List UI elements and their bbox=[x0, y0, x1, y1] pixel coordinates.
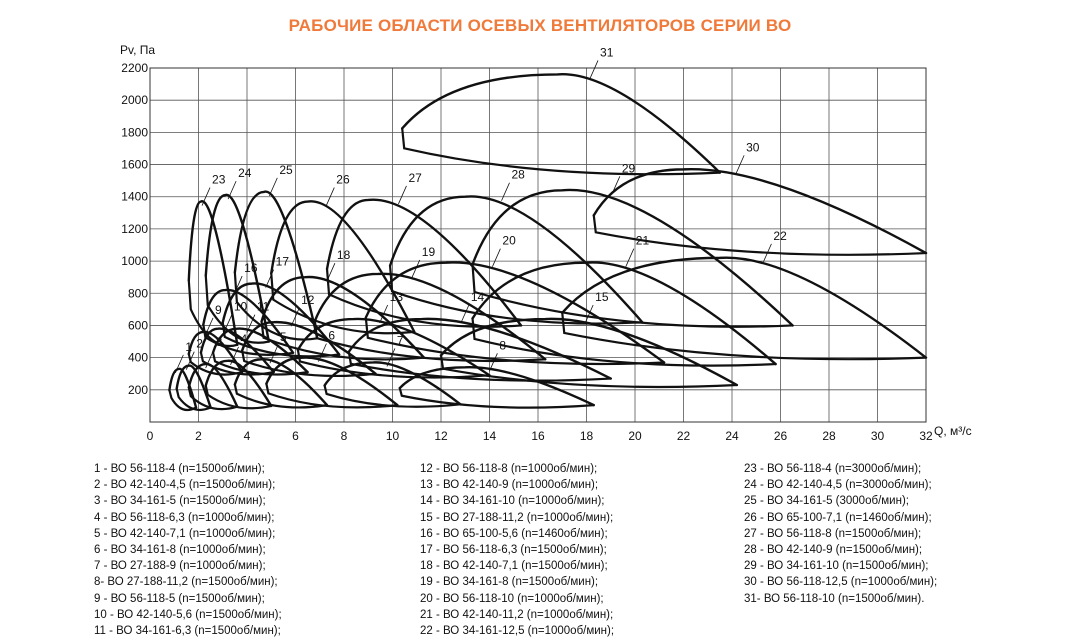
y-tick-label: 1200 bbox=[121, 221, 148, 236]
legend-entry: 31- ВО 56-118-10 (n=1500об/мин). bbox=[744, 592, 925, 605]
legend-entry: 30 - ВО 56-118-12,5 (n=1000об/мин); bbox=[744, 576, 938, 589]
grid bbox=[150, 68, 926, 422]
curve-leader-25 bbox=[269, 178, 277, 196]
curve-label-27: 27 bbox=[408, 170, 422, 185]
curves bbox=[169, 74, 926, 410]
legend-entry: 17 - ВО 56-118-6,3 (n=1500об/мин); bbox=[420, 543, 607, 556]
curve-leader-27 bbox=[398, 186, 406, 204]
curve-label-19: 19 bbox=[421, 244, 436, 259]
curve-label-31: 31 bbox=[600, 45, 614, 60]
curve-leader-20 bbox=[492, 249, 500, 267]
y-tick-label: 2000 bbox=[121, 93, 148, 108]
legend-entry: 29 - ВО 34-161-10 (n=1500об/мин); bbox=[744, 560, 929, 573]
curve-label-2: 2 bbox=[196, 336, 203, 351]
curve-label-26: 26 bbox=[336, 172, 350, 187]
curve-label-21: 21 bbox=[635, 233, 650, 248]
legend-entry: 19 - ВО 34-161-8 (n=1500об/мин); bbox=[420, 576, 599, 589]
y-tick-label: 600 bbox=[127, 318, 148, 333]
legend-entry: 22 - ВО 34-161-12,5 (n=1000об/мин); bbox=[420, 624, 615, 637]
y-tick-label: 800 bbox=[127, 286, 148, 301]
legend-entry: 23 - ВО 56-118-4 (n=3000об/мин); bbox=[744, 463, 922, 475]
x-tick-label: 18 bbox=[579, 429, 594, 443]
y-tick-label: 1800 bbox=[121, 125, 148, 140]
curve-leader-31 bbox=[590, 60, 598, 78]
legend-entry: 2 - ВО 42-140-4,5 (n=1500об/мин); bbox=[94, 479, 276, 492]
curve-label-9: 9 bbox=[215, 302, 222, 317]
legend-entry: 25 - ВО 34-161-5 (3000об/мин); bbox=[744, 495, 909, 508]
curve-label-13: 13 bbox=[389, 290, 404, 305]
curve-label-24: 24 bbox=[238, 166, 252, 181]
x-tick-label: 10 bbox=[385, 429, 400, 443]
y-tick-label: 2200 bbox=[121, 61, 148, 75]
curve-label-29: 29 bbox=[621, 161, 636, 176]
chart-title: РАБОЧИЕ ОБЛАСТИ ОСЕВЫХ ВЕНТИЛЯТОРОВ СЕРИИ ВО bbox=[288, 16, 792, 35]
curve-leader-28 bbox=[502, 183, 510, 201]
curve-label-17: 17 bbox=[275, 254, 290, 269]
y-tick-label: 1400 bbox=[121, 189, 148, 204]
curve-leader-21 bbox=[626, 249, 634, 267]
x-tick-label: 26 bbox=[773, 429, 788, 443]
legend-entry: 1 - ВО 56-118-4 (n=1500об/мин); bbox=[94, 463, 265, 475]
legend-column-3 bbox=[744, 461, 937, 607]
curve-31-bottom bbox=[402, 128, 720, 174]
x-tick-label: 24 bbox=[725, 429, 739, 443]
curve-label-12: 12 bbox=[301, 293, 315, 308]
legend-entry: 13 - ВО 42-140-9 (n=1000об/мин); bbox=[420, 479, 599, 492]
legend-entry: 20 - ВО 56-118-10 (n=1000об/мин); bbox=[420, 592, 604, 605]
x-tick-label: 16 bbox=[531, 429, 545, 443]
curve-23-top bbox=[189, 201, 238, 345]
curve-label-25: 25 bbox=[279, 162, 293, 177]
legend-entry: 18 - ВО 42-140-7,1 (n=1500об/мин); bbox=[420, 560, 608, 573]
legend-entry: 5 - ВО 42-140-7,1 (n=1000об/мин); bbox=[94, 527, 276, 540]
legend-column-1 bbox=[94, 461, 282, 639]
curve-leader-29 bbox=[612, 176, 620, 194]
curve-label-1: 1 bbox=[185, 339, 193, 354]
legend-entry: 26 - ВО 65-100-7,1 (n=1460об/мин); bbox=[744, 511, 932, 524]
x-tick-label: 12 bbox=[434, 429, 448, 443]
x-tick-label: 28 bbox=[822, 429, 836, 443]
legend-entry: 10 - ВО 42-140-5,6 (n=1500об/мин); bbox=[94, 608, 282, 621]
legend-entry: 11 - ВО 34-161-6,3 (n=1500об/мин); bbox=[94, 624, 281, 637]
x-tick-label: 0 bbox=[146, 429, 154, 443]
curve-label-20: 20 bbox=[502, 233, 516, 248]
legend-entry: 3 - ВО 34-161-5 (n=1500об/мин); bbox=[94, 495, 266, 508]
legend-entry: 7 - ВО 27-188-9 (n=1000об/мин); bbox=[94, 560, 266, 573]
legend-entry: 6 - ВО 34-161-8 (n=1000об/мин); bbox=[94, 543, 266, 556]
curve-label-8: 8 bbox=[499, 338, 507, 353]
x-tick-label: 20 bbox=[628, 429, 642, 443]
curve-label-23: 23 bbox=[212, 172, 226, 187]
curve-label-14: 14 bbox=[470, 290, 485, 305]
legend-entry: 12 - ВО 56-118-8 (n=1000об/мин); bbox=[420, 463, 598, 475]
curve-29-bottom bbox=[470, 265, 793, 327]
curve-label-6: 6 bbox=[328, 328, 336, 343]
curve-8-top bbox=[400, 367, 594, 405]
curve-label-7: 7 bbox=[396, 333, 404, 348]
legend-entry: 16 - ВО 65-100-5,6 (n=1460об/мин); bbox=[420, 527, 608, 540]
curve-label-3: 3 bbox=[215, 335, 223, 350]
curve-label-22: 22 bbox=[773, 228, 787, 243]
curve-label-16: 16 bbox=[244, 261, 258, 276]
legend-entry: 9 - ВО 56-118-5 (n=1500об/мин); bbox=[94, 592, 265, 605]
curve-29-top bbox=[470, 190, 793, 325]
x-tick-label: 6 bbox=[292, 429, 299, 443]
legend-entry: 14 - ВО 34-161-10 (n=1000об/мин); bbox=[420, 495, 605, 508]
y-axis-label: Pv, Па bbox=[120, 43, 156, 57]
y-tick-label: 1600 bbox=[121, 157, 148, 172]
x-tick-label: 32 bbox=[919, 429, 933, 443]
x-tick-label: 4 bbox=[243, 429, 251, 443]
x-tick-label: 8 bbox=[340, 429, 348, 443]
curve-label-15: 15 bbox=[595, 290, 609, 305]
curve-label-10: 10 bbox=[233, 299, 248, 314]
legend-entry: 21 - ВО 42-140-11,2 (n=1000об/мин); bbox=[420, 608, 614, 621]
axis-ticks bbox=[121, 61, 933, 443]
curve-leader-14 bbox=[461, 305, 469, 323]
curve-label-5: 5 bbox=[279, 330, 287, 345]
curve-label-11: 11 bbox=[256, 299, 270, 314]
legend-entry: 8- ВО 27-188-11,2 (n=1500об/мин); bbox=[94, 576, 278, 589]
x-axis-label: Q, м³/с bbox=[934, 424, 972, 438]
legend-entry: 28 - ВО 42-140-9 (n=1500об/мин); bbox=[744, 543, 923, 556]
x-tick-label: 14 bbox=[482, 429, 497, 443]
y-tick-label: 400 bbox=[127, 350, 148, 365]
legend-entry: 4 - ВО 56-118-6,3 (n=1000об/мин); bbox=[94, 511, 275, 524]
curve-24-top bbox=[206, 195, 269, 342]
legend-column-2 bbox=[420, 461, 614, 639]
x-tick-label: 30 bbox=[870, 429, 885, 443]
x-tick-label: 2 bbox=[195, 429, 202, 443]
curve-label-30: 30 bbox=[746, 140, 760, 155]
x-tick-label: 22 bbox=[676, 429, 691, 443]
y-tick-label: 200 bbox=[127, 382, 148, 397]
curve-label-28: 28 bbox=[511, 167, 525, 182]
legend-entry: 15 - ВО 27-188-11,2 (n=1000об/мин); bbox=[420, 511, 614, 524]
y-tick-label: 1000 bbox=[121, 254, 148, 269]
curve-label-18: 18 bbox=[336, 248, 351, 263]
curve-label-4: 4 bbox=[240, 331, 248, 346]
legend-entry: 24 - ВО 42-140-4,5 (n=3000об/мин); bbox=[744, 479, 932, 492]
legend-entry: 27 - ВО 56-118-8 (n=1500об/мин); bbox=[744, 527, 922, 540]
